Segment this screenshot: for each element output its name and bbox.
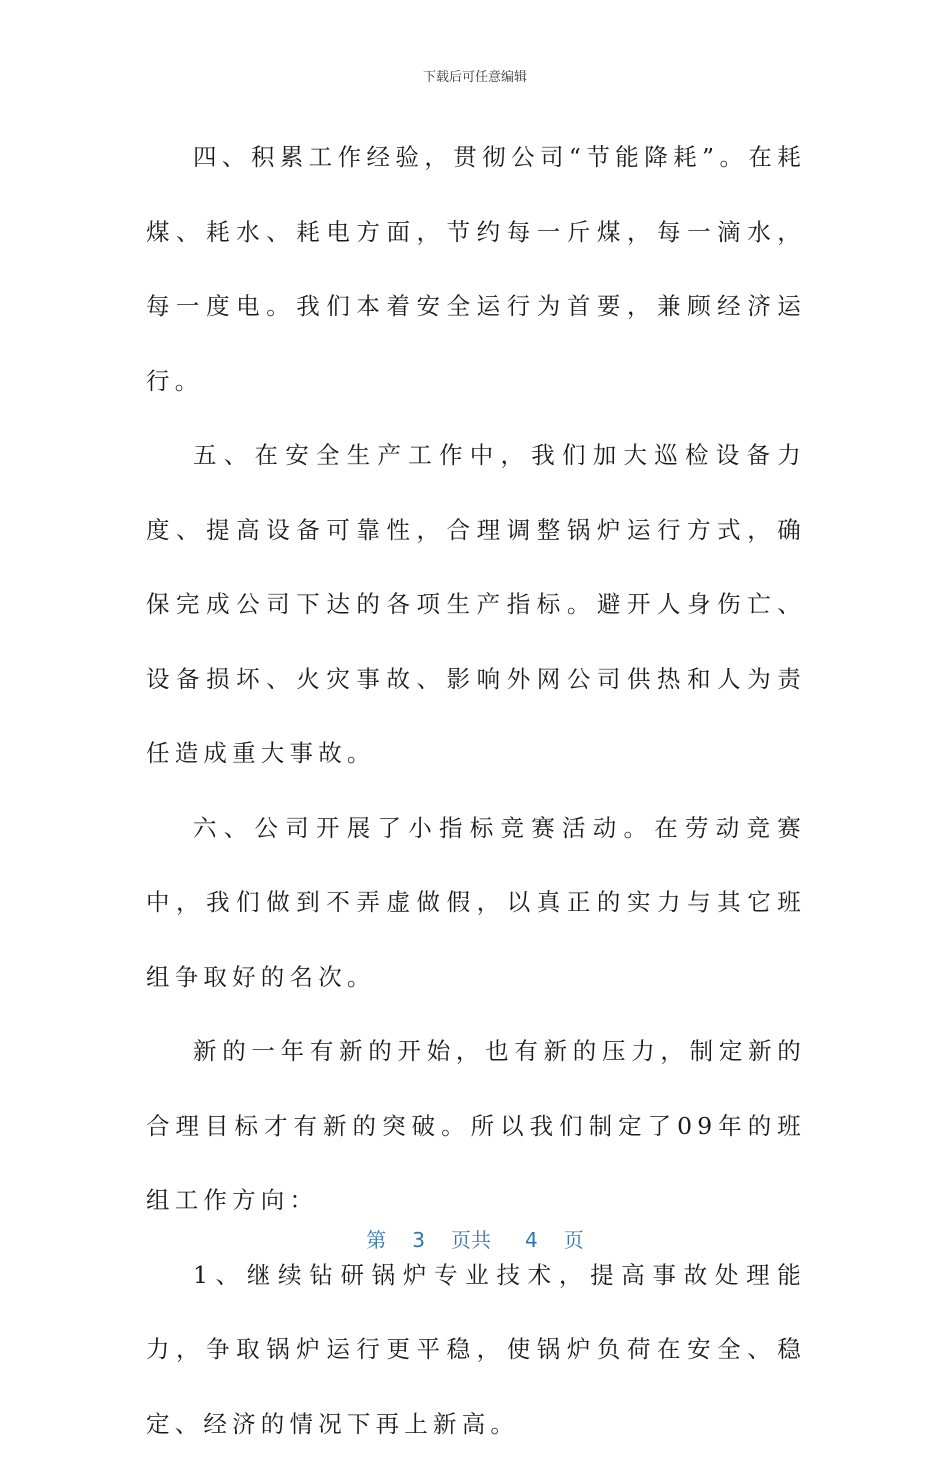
footer-suffix: 页	[564, 1224, 584, 1253]
page-footer	[0, 1224, 950, 1253]
paragraph-new-year: 新的一年有新的开始，也有新的压力，制定新的合理目标才有新的突破。所以我们制定了09年的班组工作方向：	[146, 1014, 806, 1238]
paragraph-6: 六、公司开展了小指标竞赛活动。在劳动竞赛中，我们做到不弄虚做假，以真正的实力与其它班组争取好的名次。	[146, 791, 806, 1015]
page-header: 下载后可任意编辑	[0, 66, 950, 85]
footer-middle: 页共	[451, 1224, 491, 1253]
footer-prefix: 第	[366, 1224, 386, 1253]
paragraph-5: 五、在安全生产工作中，我们加大巡检设备力度、提高设备可靠性，合理调整锅炉运行方式，确保完成公司下达的各项生产指标。避开人身伤亡、设备损坏、火灾事故、影响外网公司供热和人为责任造成重大事故。	[146, 418, 806, 791]
footer-current-page: 3	[412, 1228, 425, 1252]
paragraph-item-1: 1、继续钻研锅炉专业技术，提高事故处理能力，争取锅炉运行更平稳，使锅炉负荷在安全、稳定、经济的情况下再上新高。	[146, 1238, 806, 1461]
footer-total-pages: 4	[525, 1228, 538, 1252]
paragraph-4: 四、积累工作经验，贯彻公司“节能降耗”。在耗煤、耗水、耗电方面，节约每一斤煤，每一滴水，每一度电。我们本着安全运行为首要，兼顾经济运行。	[146, 120, 806, 418]
document-body	[146, 120, 806, 1461]
